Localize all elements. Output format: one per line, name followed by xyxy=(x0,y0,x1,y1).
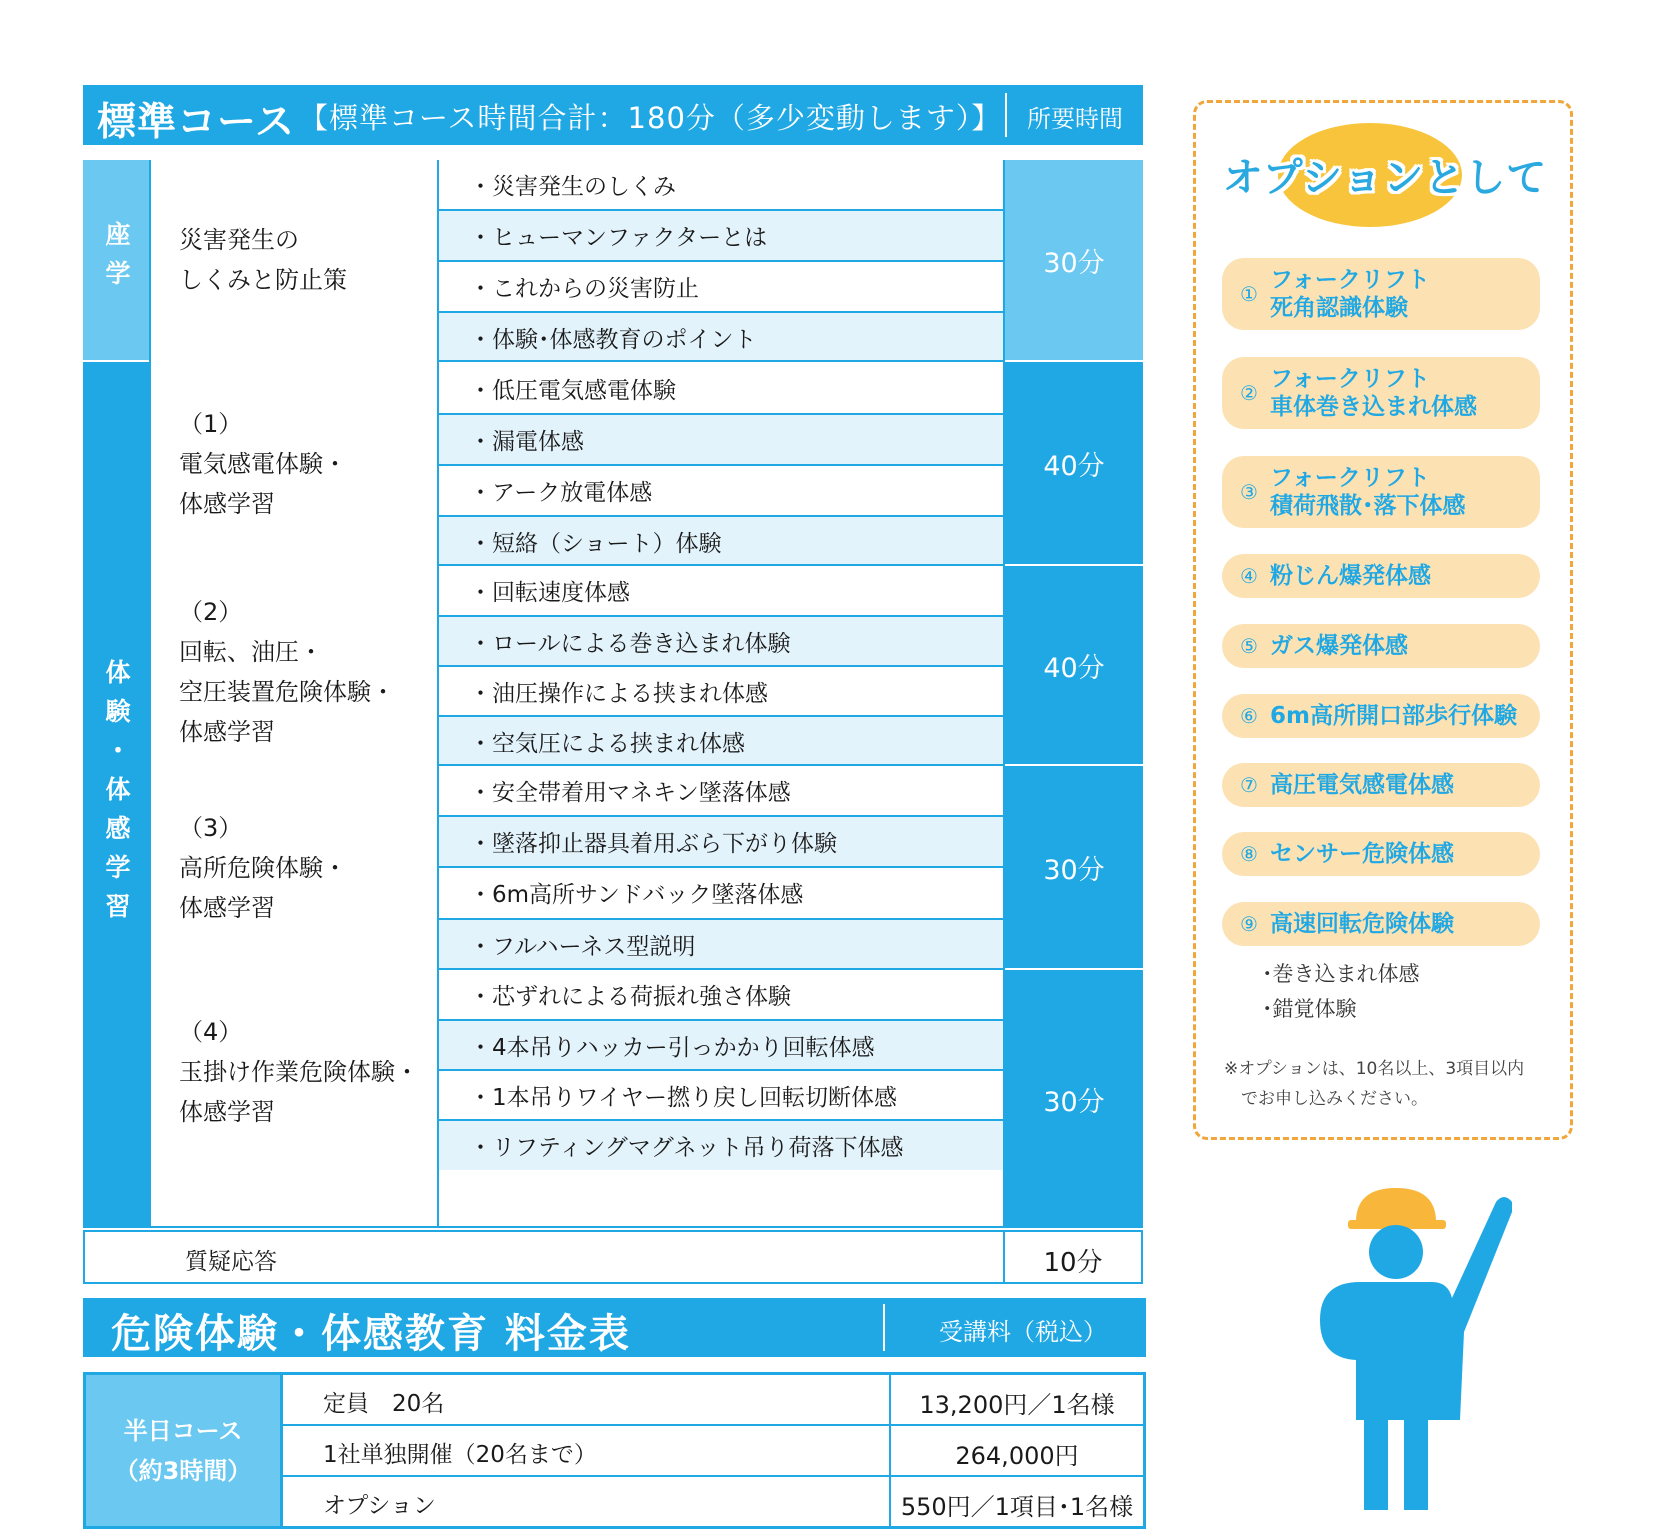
section-title-cell xyxy=(151,362,437,568)
section-title-line: 玉掛け作業危険体験・ xyxy=(179,1058,419,1086)
grid-line xyxy=(437,160,439,1228)
time-column-label: 所要時間 xyxy=(1027,105,1123,133)
fee-course-name-line: 半日コース xyxy=(123,1416,243,1445)
section-time: 30分 xyxy=(1005,766,1143,968)
option-text: フォークリフト xyxy=(1270,267,1430,293)
grid-line xyxy=(439,665,1003,667)
header-divider xyxy=(1005,93,1007,137)
course-item: ・油圧操作による挟まれ体感 xyxy=(439,667,1003,716)
grid-line xyxy=(439,1019,1003,1021)
section-time: 40分 xyxy=(1005,362,1143,564)
grid-line xyxy=(439,209,1003,211)
section-title-line: 体感学習 xyxy=(179,894,275,922)
grid-line xyxy=(439,918,1003,920)
option-item xyxy=(1222,258,1540,330)
option-item xyxy=(1222,694,1540,738)
grid-line xyxy=(439,866,1003,868)
course-item: ・リフティングマグネット吊り荷落下体感 xyxy=(439,1121,1003,1170)
grid-line xyxy=(439,360,1003,362)
option-item xyxy=(1222,763,1540,807)
grid-line xyxy=(439,311,1003,313)
fee-column-label: 受講料（税込） xyxy=(939,1318,1107,1346)
course-item: ・災害発生のしくみ xyxy=(439,160,1003,209)
option-sub-item: ･錯覚体験 xyxy=(1262,997,1357,1021)
course-item: ・空気圧による挟まれ体感 xyxy=(439,717,1003,766)
course-item: ・ロールによる巻き込まれ体験 xyxy=(439,617,1003,666)
grid-line xyxy=(439,968,1003,970)
course-header xyxy=(83,85,1143,145)
course-item: ・低圧電気感電体験 xyxy=(439,364,1003,413)
option-sub-item: ･巻き込まれ体感 xyxy=(1262,962,1420,986)
grid-line xyxy=(439,564,1003,566)
fee-header-divider xyxy=(883,1304,885,1351)
section-title-line: しくみと防止策 xyxy=(179,266,347,294)
grid-line xyxy=(439,464,1003,466)
option-text: 車体巻き込まれ体感 xyxy=(1270,394,1477,420)
section-title-cell xyxy=(151,160,437,364)
course-item: ・短絡（ショート）体験 xyxy=(439,517,1003,566)
option-number: ⑧ xyxy=(1240,842,1258,866)
option-text: 6m高所開口部歩行体験 xyxy=(1270,703,1517,729)
course-item: ・1本吊りワイヤー撚り戻し回転切断体感 xyxy=(439,1071,1003,1120)
fee-row xyxy=(283,1477,1143,1526)
option-item xyxy=(1222,832,1540,876)
option-item xyxy=(1222,624,1540,668)
grid-line xyxy=(439,1069,1003,1071)
course-item: ・フルハーネス型説明 xyxy=(439,920,1003,969)
grid-line xyxy=(439,413,1003,415)
option-number: ⑦ xyxy=(1240,773,1258,797)
section-title-line: （2） xyxy=(179,598,243,626)
section-title-line: （3） xyxy=(179,814,243,842)
grid-line xyxy=(439,615,1003,617)
option-item xyxy=(1222,554,1540,598)
option-text: 死角認識体験 xyxy=(1270,295,1408,321)
option-number: ⑥ xyxy=(1240,704,1258,728)
section-title-line: 回転、油圧・ xyxy=(179,638,323,666)
course-item: ・回転速度体感 xyxy=(439,566,1003,615)
fee-course-name xyxy=(86,1375,280,1526)
course-table xyxy=(83,160,1143,1284)
section-title-line: 体感学習 xyxy=(179,1098,275,1126)
course-item: ・墜落抑止器具着用ぶら下がり体験 xyxy=(439,817,1003,866)
section-title-cell xyxy=(151,766,437,972)
options-title: オプションとして xyxy=(1222,155,1548,201)
option-number: ③ xyxy=(1240,480,1258,504)
course-item: ・これからの災害防止 xyxy=(439,262,1003,311)
qa-label: 質疑応答 xyxy=(185,1249,277,1275)
option-text: フォークリフト xyxy=(1270,366,1430,392)
section-title-line: 体感学習 xyxy=(179,718,275,746)
grid-line xyxy=(151,1226,1003,1228)
course-title: 標準コース xyxy=(97,100,296,145)
fee-row-name: 1社単独開催（20名まで） xyxy=(323,1442,597,1468)
option-text: フォークリフト xyxy=(1270,465,1430,491)
fee-row xyxy=(283,1375,1143,1424)
course-item: ・安全帯着用マネキン墜落体感 xyxy=(439,766,1003,815)
section-title-line: （4） xyxy=(179,1018,243,1046)
grid-line xyxy=(439,764,1003,766)
fee-row-name: オプション xyxy=(323,1493,436,1519)
fee-table xyxy=(83,1372,1146,1529)
option-number: ⑤ xyxy=(1240,634,1258,658)
course-item: ・漏電体感 xyxy=(439,415,1003,464)
section-title-line: 空圧装置危険体験・ xyxy=(179,678,395,706)
course-item: ・4本吊りハッカー引っかかり回転体感 xyxy=(439,1021,1003,1070)
category-experience-label: 体験・体感学習 xyxy=(102,658,131,932)
grid-line xyxy=(149,160,151,1228)
option-number: ① xyxy=(1240,282,1258,306)
qa-row xyxy=(83,1230,1143,1284)
grid-line xyxy=(439,715,1003,717)
option-item xyxy=(1222,456,1540,528)
option-text: センサー危険体感 xyxy=(1270,841,1454,867)
course-item: ・アーク放電体感 xyxy=(439,466,1003,515)
section-title-line: 体感学習 xyxy=(179,490,275,518)
qa-time: 10分 xyxy=(1043,1248,1103,1278)
category-experience xyxy=(83,362,149,1228)
course-item: ・芯ずれによる荷振れ強さ体験 xyxy=(439,970,1003,1019)
grid-line xyxy=(439,1119,1003,1121)
course-item: ・体験･体感教育のポイント xyxy=(439,313,1003,362)
option-number: ② xyxy=(1240,381,1258,405)
section-title-line: 電気感電体験・ xyxy=(179,450,347,478)
fee-row-name: 定員 20名 xyxy=(323,1391,445,1417)
course-item: ・6m高所サンドバック墜落体感 xyxy=(439,868,1003,917)
helmet-icon xyxy=(1356,1188,1436,1222)
worker-illustration xyxy=(1300,1180,1520,1520)
worker-head xyxy=(1369,1225,1423,1279)
option-item xyxy=(1222,902,1540,946)
grid-line xyxy=(1003,160,1005,1228)
option-number: ④ xyxy=(1240,564,1258,588)
fee-row-price: 13,200円／1名様 xyxy=(919,1391,1115,1419)
option-item xyxy=(1222,357,1540,429)
grid-line xyxy=(439,815,1003,817)
options-note-line: でお申し込みください。 xyxy=(1224,1089,1428,1109)
section-time: 30分 xyxy=(1005,970,1143,1228)
option-text: 高速回転危険体験 xyxy=(1270,911,1454,937)
fee-row xyxy=(283,1426,1143,1475)
grid-line xyxy=(439,260,1003,262)
option-text: 高圧電気感電体感 xyxy=(1270,772,1454,798)
fee-title: 危険体験・体感教育 料金表 xyxy=(111,1311,631,1357)
section-title-line: （1） xyxy=(179,410,243,438)
fee-row-price: 550円／1項目･1名様 xyxy=(900,1493,1134,1521)
option-text: ガス爆発体感 xyxy=(1270,633,1408,659)
options-note-line: ※オプションは、10名以上、3項目以内 xyxy=(1224,1059,1525,1079)
section-time: 30分 xyxy=(1005,160,1143,360)
option-number: ⑨ xyxy=(1240,912,1258,936)
grid-line xyxy=(439,515,1003,517)
section-title-line: 高所危険体験・ xyxy=(179,854,347,882)
section-time: 40分 xyxy=(1005,566,1143,764)
category-lecture-label: 座学 xyxy=(102,221,131,299)
section-title-cell xyxy=(151,566,437,768)
category-lecture xyxy=(83,160,149,360)
course-item: ・ヒューマンファクターとは xyxy=(439,211,1003,260)
option-text: 積荷飛散･落下体感 xyxy=(1270,493,1466,519)
course-subtitle: 【標準コース時間合計：180分（多少変動します）】 xyxy=(299,101,1002,135)
fee-header xyxy=(83,1298,1146,1357)
section-title-line: 災害発生の xyxy=(179,226,299,254)
section-title-cell xyxy=(151,970,437,1228)
option-text: 粉じん爆発体感 xyxy=(1270,563,1431,589)
fee-course-name-line: （約3時間） xyxy=(114,1456,252,1485)
fee-row-price: 264,000円 xyxy=(955,1442,1079,1470)
